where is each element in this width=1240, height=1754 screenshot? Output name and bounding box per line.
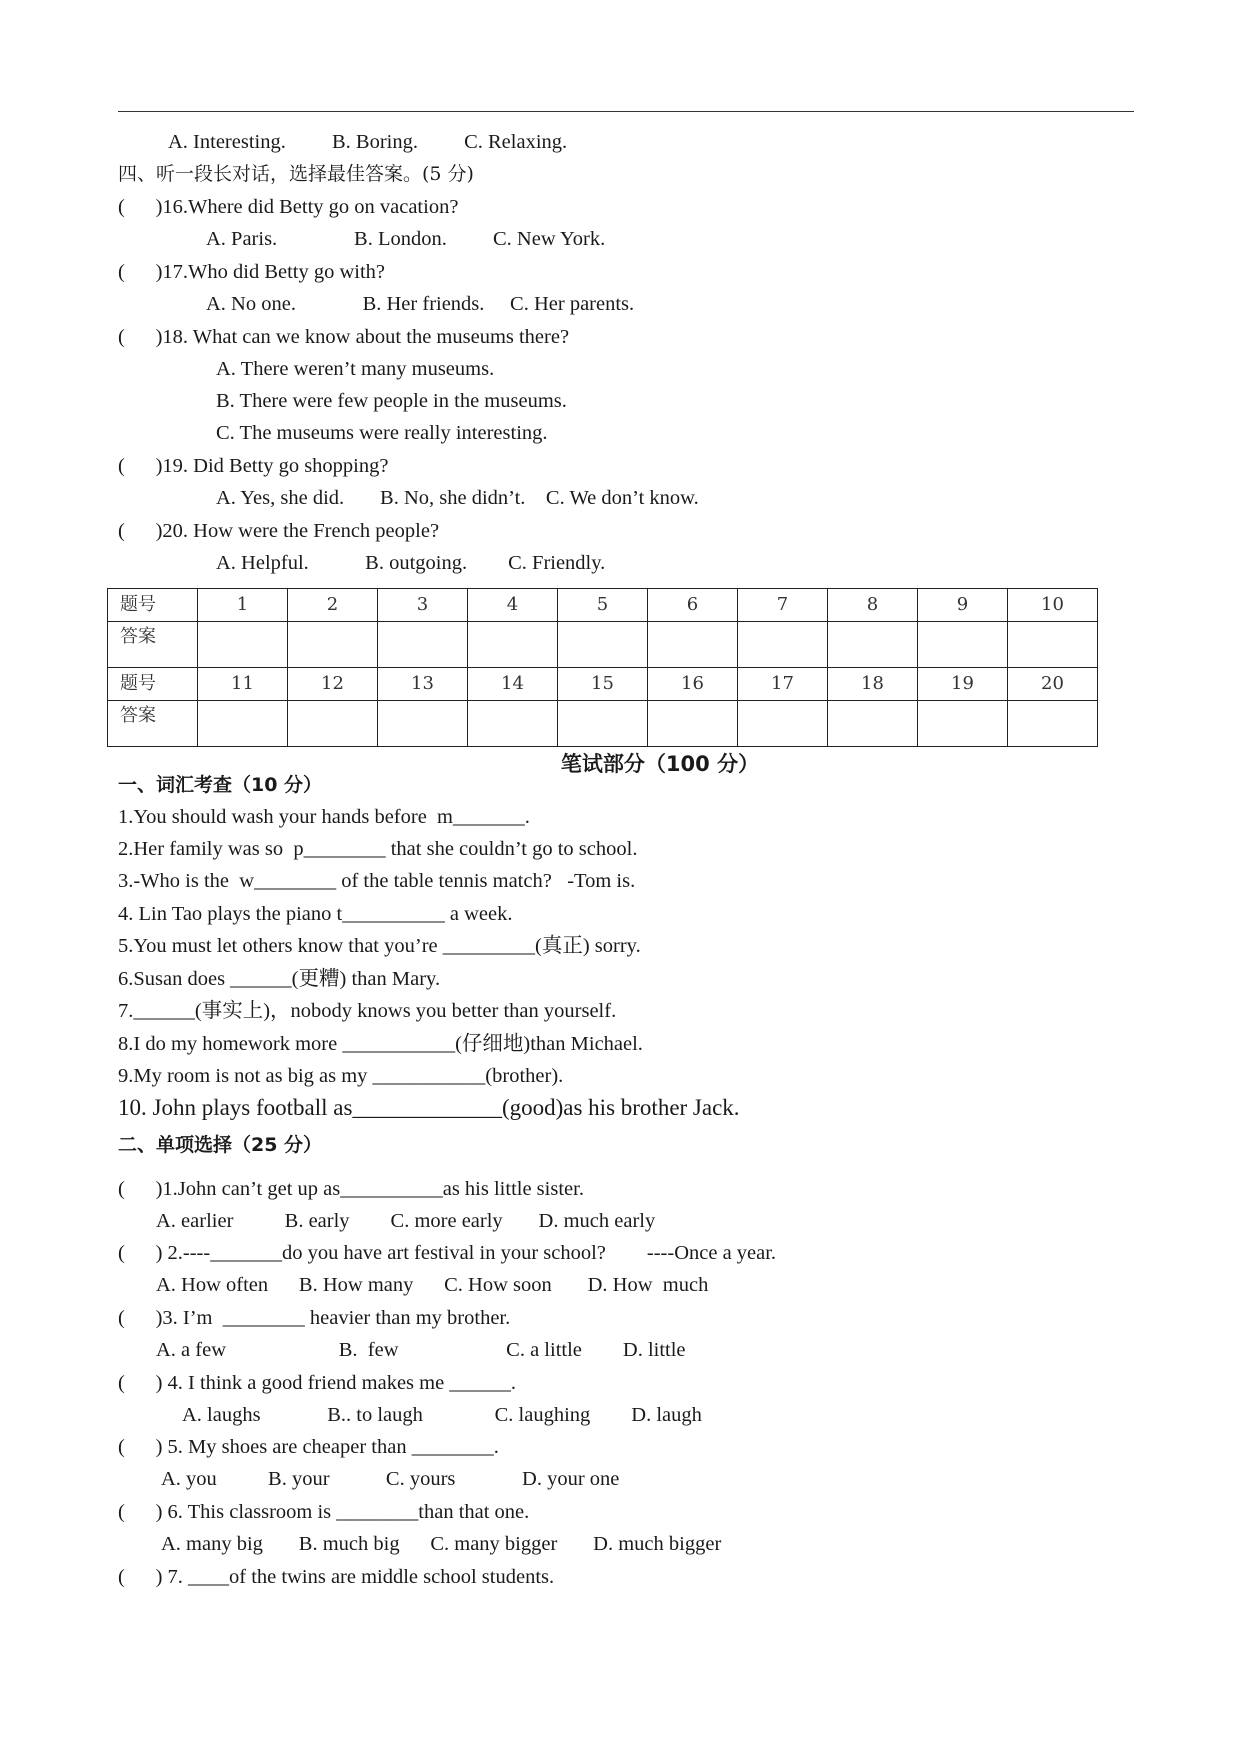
mc-options: A. earlier B. early C. more early D. much early [156,1210,656,1232]
answer-cell[interactable] [198,622,288,668]
mc-options: A. many big B. much big C. many bigger D. much bigger [161,1533,722,1555]
vocab-item: 9.My room is not as big as my ___________(brother). [118,1065,564,1087]
q18-option-c: C. The museums were really interesting. [216,422,548,444]
mc-options: A. a few B. few C. a little D. little [156,1339,686,1361]
answer-cell[interactable] [288,701,378,747]
answer-table-number: 9 [918,589,1008,622]
q19-options: A. Yes, she did. B. No, she didn’t. C. We don’t know. [216,487,699,509]
vocab-item: 5.You must let others know that you’re _________(真正) sorry. [118,935,641,957]
mc-question: ( ) 2.----_______do you have art festival in your school? ----Once a year. [118,1242,777,1264]
answer-table-number: 16 [648,668,738,701]
answer-cell[interactable] [828,622,918,668]
answer-cell[interactable] [558,701,648,747]
q18-option-a: A. There weren’t many museums. [216,358,495,380]
mc-question: ( ) 6. This classroom is ________than that one. [118,1501,530,1523]
answer-cell[interactable] [828,701,918,747]
vocab-item: 8.I do my homework more ___________(仔细地)than Michael. [118,1033,643,1055]
answer-table-number: 17 [738,668,828,701]
answer-table-number: 13 [378,668,468,701]
answer-table-number: 19 [918,668,1008,701]
answer-label: 答案 [108,701,198,747]
answer-cell[interactable] [198,701,288,747]
question-number-label: 题号 [108,668,198,701]
answer-label: 答案 [108,622,198,668]
answer-cell[interactable] [1008,622,1098,668]
q18-option-b: B. There were few people in the museums. [216,390,567,412]
q20-question: ( )20. How were the French people? [118,520,440,542]
section4-heading: 四、听一段长对话，选择最佳答案。(5 分) [118,163,474,185]
mc-question: ( )3. I’m ________ heavier than my brother. [118,1307,511,1329]
vocab-item: 1.You should wash your hands before m_______. [118,806,530,828]
mc-question: ( ) 7. ____of the twins are middle school students. [118,1566,555,1588]
q15-options: A. Interesting. B. Boring. C. Relaxing. [168,131,568,153]
answer-cell[interactable] [648,622,738,668]
answer-cell[interactable] [378,701,468,747]
q16-question: ( )16.Where did Betty go on vacation? [118,196,459,218]
answer-table-number: 18 [828,668,918,701]
answer-cell[interactable] [558,622,648,668]
answer-cell[interactable] [648,701,738,747]
vocab-item: 4. Lin Tao plays the piano t__________ a week. [118,903,513,925]
mc-options: A. you B. your C. yours D. your one [161,1468,620,1490]
vocab-item: 2.Her family was so p________ that she couldn’t go to school. [118,838,638,860]
answer-cell[interactable] [738,701,828,747]
answer-table-number: 20 [1008,668,1098,701]
mc-options: A. laughs B.. to laugh C. laughing D. laugh [182,1404,702,1426]
answer-cell[interactable] [918,622,1008,668]
question-number-label: 题号 [108,589,198,622]
answer-table [107,588,1098,747]
vocab-item: 6.Susan does ______(更糟) than Mary. [118,968,441,990]
answer-table-number: 1 [198,589,288,622]
q19-question: ( )19. Did Betty go shopping? [118,455,389,477]
answer-cell[interactable] [288,622,378,668]
answer-table-number: 11 [198,668,288,701]
answer-table-number: 14 [468,668,558,701]
answer-table-number: 15 [558,668,648,701]
answer-table-number: 3 [378,589,468,622]
q18-question: ( )18. What can we know about the museums there? [118,326,570,348]
q17-options: A. No one. B. Her friends. C. Her parents. [206,293,635,315]
answer-table-number: 6 [648,589,738,622]
mc-question: ( ) 5. My shoes are cheaper than ________. [118,1436,499,1458]
mc-heading: 二、单项选择（25 分） [118,1134,323,1156]
answer-cell[interactable] [468,701,558,747]
vocab-item: 10. John plays football as_____________(good)as his brother Jack. [118,1095,740,1120]
written-section-title: 笔试部分（100 分） [560,752,760,776]
answer-table-number: 2 [288,589,378,622]
q20-options: A. Helpful. B. outgoing. C. Friendly. [216,552,606,574]
answer-cell[interactable] [378,622,468,668]
mc-options: A. How often B. How many C. How soon D. How much [156,1274,709,1296]
answer-table-number: 12 [288,668,378,701]
answer-cell[interactable] [1008,701,1098,747]
vocab-item: 3.-Who is the w________ of the table tennis match? -Tom is. [118,870,636,892]
answer-table-number: 4 [468,589,558,622]
vocab-item: 7.______(事实上)，nobody knows you better than yourself. [118,1000,617,1022]
q17-question: ( )17.Who did Betty go with? [118,261,386,283]
answer-cell[interactable] [738,622,828,668]
q16-options: A. Paris. B. London. C. New York. [206,228,606,250]
mc-question: ( ) 4. I think a good friend makes me ______. [118,1372,516,1394]
answer-cell[interactable] [468,622,558,668]
vocab-heading: 一、词汇考查（10 分） [118,774,323,796]
answer-table-number: 10 [1008,589,1098,622]
header-rule [118,111,1134,112]
answer-table-number: 7 [738,589,828,622]
mc-question: ( )1.John can’t get up as__________as his little sister. [118,1178,584,1200]
answer-table-number: 5 [558,589,648,622]
answer-cell[interactable] [918,701,1008,747]
answer-table-number: 8 [828,589,918,622]
